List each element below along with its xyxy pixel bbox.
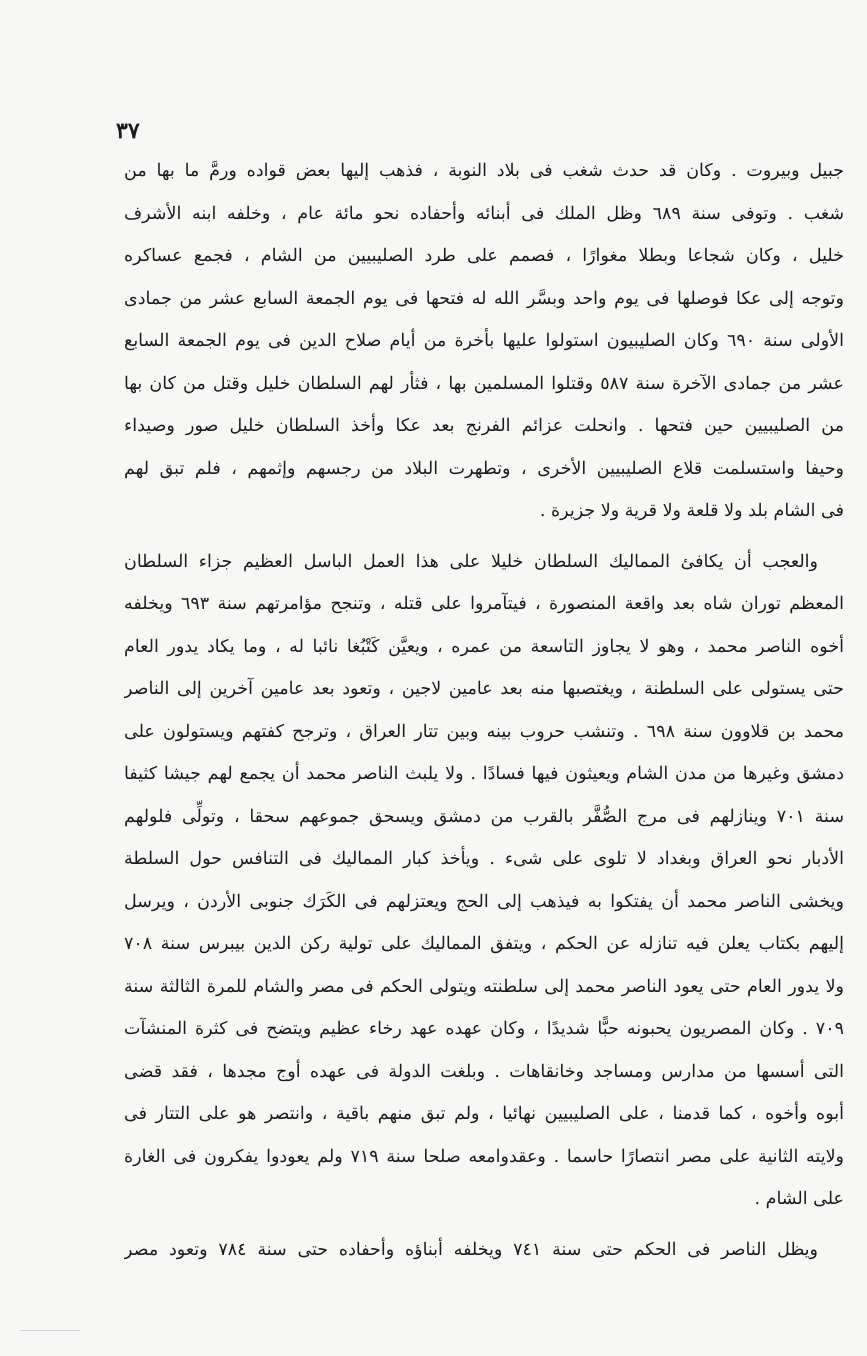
text-line: فى الشام بلد ولا قلعة ولا قرية ولا جزيرة . — [539, 501, 844, 521]
text-line: أبوه وأخوه ، كما قدمنا ، على الصليبيين نهائيا ، ولم تبق منهم باقية ، وانتصر هو على التتار فى — [124, 1104, 844, 1124]
text-line: خليل ، وكان شجاعا وبطلا مغوارًا ، فصمم على طرد الصليبيين من الشام ، فجمع عساكره — [124, 246, 844, 266]
paragraph-gap — [124, 533, 844, 541]
paragraph-gap — [124, 1221, 844, 1229]
scan-mark — [20, 1330, 80, 1331]
text-line: ولايته الثانية على مصر انتصارًا حاسما . وعقدوامعه صلحا سنة ٧١٩ ولم يعودوا يفكرون فى الغارة — [124, 1146, 844, 1167]
text-line: من الصليبيين حين فتحها . وانحلت عزائم الفرنج بعد عكا وأخذ السلطان خليل صور وصيداء — [124, 416, 844, 436]
text-line: أخوه الناصر محمد ، وهو لا يجاوز التاسعة من عمره ، ويعيَّن كَتْبُغا نائبا له ، وما يكاد يدور العام — [124, 636, 844, 657]
text-line: التى أسسها من مدارس ومساجد وخانقاهات . وبلغت الدولة فى عهده أوج مجدها ، فقد قضى — [124, 1061, 844, 1082]
text-line: عشر من جمادى الآخرة سنة ٥٨٧ وقتلوا المسلمين بها ، فثأر لهم السلطان خليل وقتل من كان بها — [124, 373, 844, 394]
text-line: على الشام . — [754, 1189, 844, 1209]
text-line: وتوجه إلى عكا فوصلها فى يوم واحد وبسَّر الله له فتحها فى يوم الجمعة السابع عشر من جمادى — [124, 288, 844, 309]
text-line: دمشق وغيرها من مدن الشام ويعيثون فيها فسادًا . ولا يلبث الناصر محمد أن يجمع لهم جيشا كثيفا — [124, 764, 844, 784]
text-line: الأولى سنة ٦٩٠ وكان الصليبيون استولوا عليها بأخرة من أيام صلاح الدين فى يوم الجمعة السابع — [124, 331, 844, 351]
text-line: شغب . وتوفى سنة ٦٨٩ وظل الملك فى أبنائه وأحفاده نحو مائة عام ، وخلفه ابنه الأشرف — [124, 203, 844, 224]
text-line: ويظل الناصر فى الحكم حتى سنة ٧٤١ ويخلفه أبناؤه وأحفاده حتى سنة ٧٨٤ وتعود مصر — [124, 1239, 818, 1260]
text-line: الأدبار نحو العراق وبغداد لا تلوى على شىء . ويأخذ كبار المماليك فى التنافس حول السلطة — [124, 849, 844, 869]
text-line: محمد بن قلاوون سنة ٦٩٨ . وتنشب حروب بينه وبين تتار العراق ، وترجح كفتهم ويستولون على — [124, 721, 844, 742]
text-line: ٧٠٩ . وكان المصريون يحبونه حبًّا شديدًا ، وكان عهده عهد رخاء عظيم ويتضح فى كثرة المنشآت — [124, 1019, 844, 1039]
page-number: ٣٧ — [116, 118, 140, 144]
text-line: والعجب أن يكافئ المماليك السلطان خليلا على هذا العمل الباسل العظيم جزاء السلطان — [124, 551, 818, 572]
body-text — [124, 150, 844, 1271]
text-line: إليهم بكتاب يعلن فيه تنازله عن الحكم ، ويتفق المماليك على تولية ركن الدين بيبرس سنة ٧٠٨ — [124, 934, 844, 954]
text-line: حتى يستولى على السلطنة ، ويغتصبها منه بعد عامين لاجين ، وتعود بعد عامين آخرين إلى الناصر — [124, 679, 844, 699]
text-line: ولا يدور العام حتى يعود الناصر محمد إلى سلطنته ويتولى الحكم فى مصر والشام للمرة الثالثة سنة — [124, 976, 844, 997]
text-line: ويخشى الناصر محمد أن يفتكوا به فيذهب إلى الحج ويعتزلهم فى الكَرَك جنوبى الأردن ، ويرسل — [124, 891, 844, 912]
text-line: سنة ٧٠١ وينازلهم فى مرج الصُّفَّر بالقرب من دمشق ويسحق جموعهم سحقا ، وتولِّى فلولهم — [124, 806, 844, 827]
text-line: وحيفا واستسلمت قلاع الصليبيين الأخرى ، وتطهرت البلاد من رجسهم وإثمهم ، فلم تبق لهم — [124, 458, 844, 479]
text-line: المعظم توران شاه بعد واقعة المنصورة ، فيتآمروا على قتله ، وتنجح مؤامرتهم سنة ٦٩٣ ويخلفه — [124, 594, 844, 614]
text-line: جبيل وبيروت . وكان قد حدث شغب فى بلاد النوبة ، فذهب إليها بعض قواده ورمَّ ما بها من — [124, 161, 844, 181]
